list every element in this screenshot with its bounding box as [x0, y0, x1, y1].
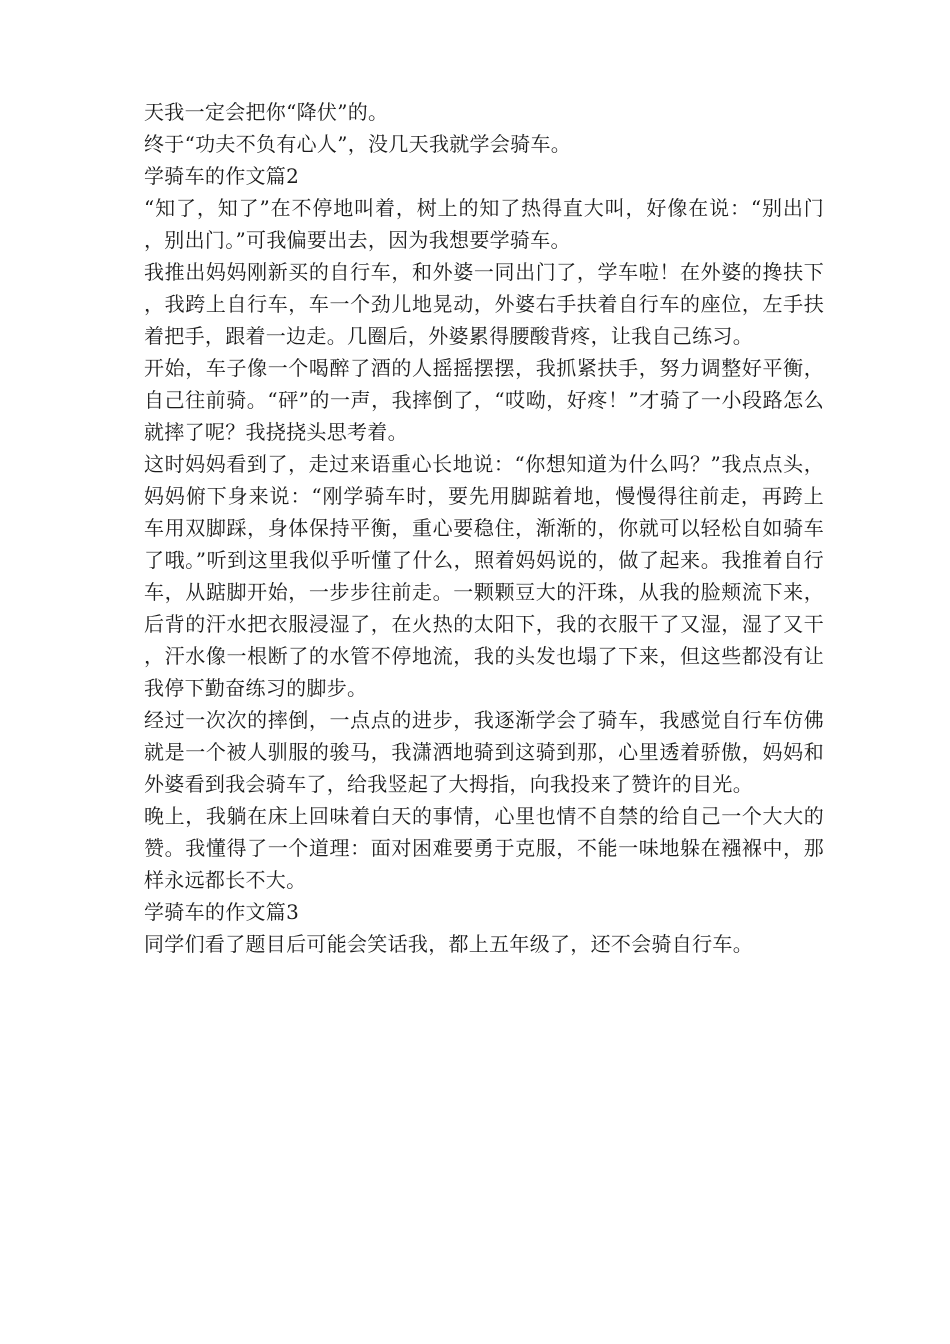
- paragraph-8: 晚上，我躺在床上回味着白天的事情，心里也情不自禁的给自己一个大大的赞。我懂得了一个道理：面对困难要勇于克服，不能一味地躲在襁褓中，那样永远都长不大。: [144, 804, 824, 892]
- document-body: [144, 96, 824, 960]
- paragraph-7: 经过一次次的摔倒，一点点的进步，我逐渐学会了骑车，我感觉自行车仿佛就是一个被人驯服的骏马，我潇洒地骑到这骑到那，心里透着骄傲，妈妈和外婆看到我会骑车了，给我竖起了大拇指，向我投来了赞许的目光。: [144, 708, 824, 796]
- paragraph-4: 我推出妈妈刚新买的自行车，和外婆一同出门了，学车啦！在外婆的搀扶下，我跨上自行车，车一个劲儿地晃动，外婆右手扶着自行车的座位，左手扶着把手，跟着一边走。几圈后，外婆累得腰酸背疼，让我自己练习。: [144, 260, 824, 348]
- section-heading-3: 学骑车的作文篇3: [144, 900, 300, 924]
- paragraph-2: 终于“功夫不负有心人”，没几天我就学会骑车。: [144, 132, 572, 156]
- paragraph-5: 开始，车子像一个喝醉了酒的人摇摇摆摆，我抓紧扶手，努力调整好平衡，自己往前骑。“砰”的一声，我摔倒了，“哎呦，好疼！”才骑了一小段路怎么就摔了呢？我挠挠头思考着。: [144, 356, 824, 444]
- paragraph-9: 同学们看了题目后可能会笑话我，都上五年级了，还不会骑自行车。: [144, 932, 753, 956]
- paragraph-3: “知了，知了”在不停地叫着，树上的知了热得直大叫，好像在说：“别出门，别出门。”可我偏要出去，因为我想要学骑车。: [144, 196, 824, 252]
- section-heading-2: 学骑车的作文篇2: [144, 164, 300, 188]
- paragraph-6: 这时妈妈看到了，走过来语重心长地说：“你想知道为什么吗？”我点点头，妈妈俯下身来说：“刚学骑车时，要先用脚踮着地，慢慢得往前走，再跨上车用双脚踩，身体保持平衡，重心要稳住，渐渐的，你就可以轻松自如骑车了哦。”听到这里我似乎听懂了什么，照着妈妈说的，做了起来。我推着自行车，从踮脚开始，一步步往前走。一颗颗豆大的汗珠，从我的脸颊流下来，后背的汗水把衣服浸湿了，在火热的太阳下，我的衣服干了又湿，湿了又干，汗水像一根断了的水管不停地流，我的头发也塌了下来，但这些都没有让我停下勤奋练习的脚步。: [144, 452, 824, 700]
- paragraph-1: 天我一定会把你“降伏”的。: [144, 100, 389, 124]
